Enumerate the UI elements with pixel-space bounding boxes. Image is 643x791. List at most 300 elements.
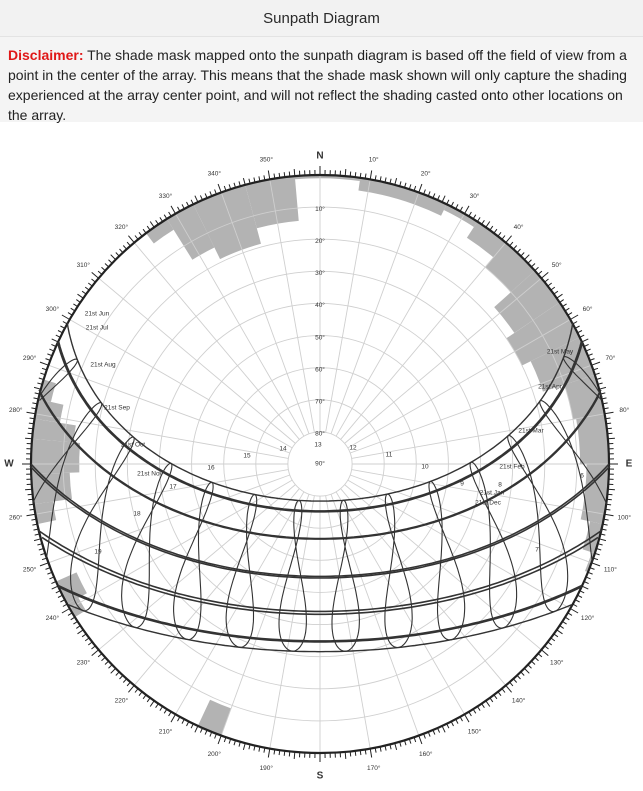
azimuth-tick	[535, 657, 539, 660]
azimuth-tick	[592, 362, 600, 365]
azimuth-spoke	[350, 475, 591, 563]
date-label: 21st Jun	[85, 311, 110, 318]
azimuth-tick	[545, 279, 549, 282]
azimuth-tick	[71, 308, 75, 311]
azimuth-tick	[88, 642, 92, 645]
azimuth-tick	[477, 217, 480, 221]
azimuth-tick	[345, 752, 346, 759]
azimuth-spoke	[70, 480, 293, 608]
azimuth-spoke	[176, 492, 304, 715]
azimuth-tick	[28, 499, 33, 500]
azimuth-tick	[419, 184, 422, 192]
azimuth-tick	[451, 722, 453, 727]
azimuth-spoke	[336, 214, 464, 437]
azimuth-spoke	[352, 470, 605, 515]
azimuth-tick	[469, 212, 472, 216]
azimuth-tick	[548, 642, 552, 645]
azimuth-tick	[105, 264, 109, 267]
azimuth-tick	[554, 291, 558, 294]
azimuth-tick	[191, 724, 193, 728]
azimuth-tick	[135, 236, 138, 240]
azimuth-tick	[28, 433, 33, 434]
azimuth-tick	[607, 499, 612, 500]
azimuth-tick	[605, 514, 614, 516]
azimuth-spoke	[341, 489, 506, 686]
azimuth-tick	[538, 271, 542, 274]
hour-label: 7	[535, 547, 539, 554]
azimuth-tick	[127, 682, 130, 686]
azimuth-label: 120°	[581, 614, 595, 622]
azimuth-label: 80°	[619, 406, 629, 414]
azimuth-tick	[60, 326, 64, 328]
azimuth-tick	[486, 701, 490, 707]
altitude-label: 80°	[315, 430, 325, 438]
azimuth-tick	[52, 586, 58, 589]
azimuth-tick	[82, 634, 86, 637]
azimuth-tick	[128, 685, 134, 692]
azimuth-tick	[486, 222, 490, 228]
azimuth-tick	[178, 207, 180, 211]
altitude-label: 90°	[315, 460, 325, 468]
shade-segment	[198, 700, 231, 736]
azimuth-tick	[524, 255, 529, 260]
azimuth-label: 100°	[618, 513, 632, 521]
altitude-label: 30°	[315, 269, 325, 277]
azimuth-tick	[442, 196, 445, 202]
azimuth-tick	[92, 646, 96, 649]
azimuth-tick	[182, 719, 184, 723]
azimuth-tick	[92, 272, 99, 278]
azimuth-label: 50°	[552, 261, 562, 269]
azimuth-tick	[139, 692, 142, 696]
azimuth-tick	[111, 668, 116, 673]
azimuth-tick	[29, 423, 34, 424]
azimuth-tick	[139, 232, 142, 236]
azimuth-tick	[169, 712, 172, 716]
azimuth-spoke	[270, 496, 315, 749]
azimuth-tick	[27, 514, 36, 516]
azimuth-tick	[355, 172, 356, 177]
hour-label: 13	[314, 442, 322, 449]
azimuth-tick	[506, 685, 512, 692]
azimuth-tick	[25, 489, 32, 490]
azimuth-tick	[78, 630, 84, 634]
azimuth-tick	[521, 672, 524, 676]
azimuth-tick	[570, 315, 578, 320]
azimuth-tick	[164, 709, 167, 713]
azimuth-tick	[510, 242, 513, 246]
azimuth-tick	[40, 362, 48, 365]
azimuth-label: 130°	[550, 658, 564, 666]
azimuth-tick	[557, 294, 563, 298]
azimuth-tick	[218, 736, 221, 744]
azimuth-tick	[608, 489, 615, 490]
date-label: 21st Sep	[104, 405, 130, 412]
azimuth-tick	[105, 661, 109, 664]
date-label: 21st Nov	[137, 471, 163, 478]
hour-label: 12	[349, 445, 357, 452]
azimuth-tick	[345, 169, 346, 176]
azimuth-tick	[599, 539, 606, 541]
azimuth-tick	[608, 438, 615, 439]
azimuth-tick	[565, 308, 569, 311]
azimuth-tick	[68, 313, 72, 316]
azimuth-label: 250°	[23, 565, 37, 573]
hour-label: 15	[243, 453, 251, 460]
azimuth-tick	[164, 215, 167, 219]
azimuth-tick	[28, 428, 33, 429]
azimuth-tick	[143, 695, 146, 699]
hour-label: 18	[133, 511, 141, 518]
azimuth-tick	[52, 339, 58, 342]
azimuth-label: 340°	[208, 169, 222, 177]
azimuth-tick	[60, 600, 64, 602]
disclaimer-label: Disclaimer:	[8, 47, 83, 63]
azimuth-tick	[607, 433, 612, 434]
azimuth-tick	[289, 172, 290, 177]
azimuth-tick	[187, 722, 189, 727]
azimuth-spoke	[70, 320, 293, 448]
west-label: W	[4, 459, 14, 470]
azimuth-tick	[456, 719, 458, 723]
azimuth-spoke	[99, 278, 296, 443]
azimuth-tick	[156, 704, 159, 708]
azimuth-tick	[473, 215, 476, 219]
azimuth-tick	[123, 679, 126, 683]
azimuth-spoke	[326, 179, 371, 432]
azimuth-tick	[294, 752, 295, 759]
azimuth-tick	[477, 706, 480, 710]
azimuth-tick	[554, 634, 558, 637]
altitude-label: 50°	[315, 333, 325, 341]
azimuth-tick	[268, 749, 270, 758]
azimuth-tick	[599, 387, 606, 389]
azimuth-tick	[473, 709, 476, 713]
shade-segment	[35, 399, 64, 423]
azimuth-tick	[513, 679, 516, 683]
azimuth-tick	[582, 339, 588, 342]
azimuth-tick	[607, 494, 612, 495]
azimuth-tick	[279, 173, 280, 178]
azimuth-tick	[502, 689, 505, 693]
azimuth-tick	[88, 283, 92, 286]
azimuth-tick	[465, 206, 470, 214]
date-label: 21st Feb	[499, 464, 525, 471]
azimuth-tick	[73, 304, 77, 307]
azimuth-tick	[34, 387, 41, 389]
azimuth-tick	[541, 650, 548, 656]
azimuth-tick	[82, 291, 86, 294]
azimuth-tick	[460, 207, 462, 211]
azimuth-tick	[370, 171, 372, 180]
azimuth-label: 150°	[468, 727, 482, 735]
azimuth-tick	[510, 682, 513, 686]
shade-segment	[358, 178, 418, 205]
hour-label: 9	[460, 481, 464, 488]
azimuth-tick	[498, 692, 501, 696]
azimuth-spoke	[134, 489, 299, 686]
azimuth-tick	[465, 714, 470, 722]
azimuth-tick	[575, 600, 579, 602]
azimuth-tick	[355, 751, 356, 756]
altitude-label: 10°	[315, 205, 325, 213]
azimuth-spoke	[348, 480, 571, 608]
azimuth-label: 300°	[46, 305, 60, 313]
azimuth-tick	[76, 626, 80, 629]
azimuth-tick	[62, 609, 70, 614]
azimuth-tick	[568, 313, 572, 316]
azimuth-tick	[419, 736, 422, 744]
azimuth-tick	[102, 657, 106, 660]
azimuth-tick	[573, 604, 577, 606]
azimuth-tick	[360, 173, 361, 178]
azimuth-tick	[395, 743, 397, 750]
azimuth-label: 110°	[604, 565, 617, 573]
azimuth-tick	[78, 294, 84, 298]
azimuth-label: 310°	[77, 261, 91, 269]
azimuth-tick	[517, 675, 520, 679]
azimuth-tick	[58, 595, 63, 597]
disclaimer-text: The shade mask mapped onto the sunpath diagram is based off the field of view from a point in the center of the array. This means that the shade mask shown will only capture the shading experienced at the array center point, and will not reflect the shading casted onto other locations on the array.	[8, 47, 627, 123]
azimuth-tick	[178, 717, 180, 721]
altitude-label: 60°	[315, 365, 325, 373]
azimuth-tick	[40, 563, 48, 566]
azimuth-tick	[494, 695, 497, 699]
azimuth-tick	[490, 226, 493, 230]
hour-label: 19	[94, 549, 102, 556]
azimuth-tick	[360, 750, 361, 755]
azimuth-tick	[350, 751, 351, 756]
azimuth-tick	[68, 613, 72, 616]
azimuth-label: 280°	[9, 406, 23, 414]
hour-label: 8	[498, 482, 502, 489]
azimuth-label: 320°	[115, 223, 129, 231]
azimuth-tick	[120, 675, 123, 679]
azimuth-tick	[191, 200, 193, 204]
azimuth-label: 140°	[512, 696, 526, 704]
azimuth-tick	[580, 591, 584, 593]
azimuth-label: 170°	[367, 764, 381, 772]
azimuth-tick	[34, 539, 41, 541]
azimuth-tick	[98, 654, 102, 657]
azimuth-tick	[524, 668, 529, 673]
azimuth-tick	[279, 750, 280, 755]
azimuth-tick	[243, 178, 245, 185]
azimuth-tick	[447, 724, 449, 728]
azimuth-tick	[120, 249, 123, 253]
azimuth-tick	[482, 704, 485, 708]
azimuth-tick	[27, 412, 36, 414]
azimuth-tick	[195, 726, 198, 732]
azimuth-tick	[451, 202, 453, 207]
azimuth-tick	[607, 428, 612, 429]
azimuth-tick	[150, 701, 154, 707]
azimuth-tick	[506, 236, 512, 243]
azimuth-tick	[560, 300, 564, 303]
hour-label: 14	[279, 446, 287, 453]
azimuth-tick	[570, 609, 578, 614]
azimuth-tick	[123, 246, 126, 250]
hour-label: 16	[207, 465, 215, 472]
azimuth-spoke	[341, 243, 506, 440]
azimuth-spoke	[134, 243, 299, 440]
azimuth-label: 330°	[159, 192, 173, 200]
azimuth-tick	[92, 279, 96, 282]
azimuth-label: 40°	[514, 223, 524, 231]
azimuth-tick	[560, 626, 564, 629]
azimuth-tick	[482, 220, 485, 224]
azimuth-spoke	[221, 192, 309, 433]
azimuth-tick	[25, 438, 32, 439]
azimuth-tick	[135, 689, 138, 693]
azimuth-tick	[56, 335, 60, 337]
azimuth-label: 20°	[421, 169, 431, 177]
azimuth-tick	[268, 171, 270, 180]
azimuth-label: 220°	[115, 696, 129, 704]
azimuth-label: 200°	[208, 750, 222, 758]
azimuth-tick	[551, 287, 555, 290]
azimuth-tick	[109, 665, 113, 668]
azimuth-spoke	[350, 365, 591, 453]
azimuth-spoke	[48, 365, 289, 453]
hour-label: 11	[386, 452, 393, 459]
hour-label: 17	[169, 484, 177, 491]
azimuth-tick	[557, 630, 563, 634]
azimuth-tick	[592, 563, 600, 566]
sunpath-diagram	[0, 122, 643, 786]
azimuth-tick	[575, 326, 579, 328]
azimuth-tick	[517, 249, 520, 253]
azimuth-tick	[73, 621, 77, 624]
azimuth-tick	[502, 236, 505, 240]
azimuth-spoke	[345, 278, 542, 443]
azimuth-tick	[92, 650, 99, 656]
disclaimer-panel	[0, 37, 643, 122]
date-label: 21st Jul	[86, 325, 109, 332]
azimuth-label: 10°	[369, 155, 379, 163]
azimuth-tick	[538, 654, 542, 657]
east-label: E	[626, 459, 633, 470]
azimuth-tick	[578, 331, 583, 333]
azimuth-label: 240°	[46, 614, 60, 622]
azimuth-tick	[606, 423, 611, 424]
azimuth-label: 230°	[77, 658, 91, 666]
azimuth-tick	[218, 184, 221, 192]
azimuth-tick	[513, 246, 516, 250]
azimuth-tick	[442, 726, 445, 732]
page-title: Sunpath Diagram	[0, 0, 643, 37]
azimuth-tick	[127, 242, 130, 246]
azimuth-label: 290°	[23, 354, 37, 362]
azimuth-label: 210°	[159, 727, 173, 735]
south-label: S	[317, 771, 324, 782]
azimuth-label: 60°	[583, 305, 593, 313]
azimuth-label: 160°	[419, 750, 433, 758]
azimuth-tick	[128, 236, 134, 243]
azimuth-tick	[460, 717, 462, 721]
altitude-label: 70°	[315, 398, 325, 406]
azimuth-tick	[85, 287, 89, 290]
azimuth-tick	[116, 672, 119, 676]
date-label: 21st Oct	[121, 442, 145, 449]
azimuth-tick	[28, 494, 33, 495]
azimuth-tick	[521, 253, 524, 257]
azimuth-tick	[171, 714, 176, 722]
azimuth-tick	[63, 604, 67, 606]
azimuth-tick	[195, 196, 198, 202]
hour-label: 6	[580, 473, 584, 480]
azimuth-tick	[116, 253, 119, 257]
azimuth-tick	[109, 260, 113, 263]
azimuth-label: 260°	[9, 513, 23, 521]
azimuth-tick	[548, 283, 552, 286]
azimuth-tick	[605, 412, 614, 414]
altitude-label: 20°	[315, 237, 325, 245]
azimuth-tick	[490, 698, 493, 702]
azimuth-tick	[71, 617, 75, 620]
azimuth-tick	[498, 232, 501, 236]
azimuth-tick	[76, 300, 80, 303]
azimuth-label: 190°	[260, 764, 274, 772]
azimuth-tick	[147, 698, 150, 702]
azimuth-tick	[395, 178, 397, 185]
azimuth-tick	[85, 638, 89, 641]
azimuth-tick	[370, 749, 372, 758]
azimuth-tick	[289, 751, 290, 756]
azimuth-tick	[565, 617, 569, 620]
azimuth-tick	[456, 204, 458, 208]
azimuth-tick	[469, 712, 472, 716]
azimuth-tick	[535, 267, 539, 270]
azimuth-tick	[29, 504, 34, 505]
azimuth-tick	[562, 621, 566, 624]
azimuth-tick	[494, 229, 497, 233]
azimuth-label: 30°	[470, 192, 480, 200]
date-label: 21st Aug	[90, 362, 116, 369]
azimuth-tick	[350, 172, 351, 177]
azimuth-tick	[551, 638, 555, 641]
azimuth-tick	[531, 661, 535, 664]
azimuth-spoke	[331, 192, 419, 433]
azimuth-tick	[160, 217, 163, 221]
altitude-label: 40°	[315, 301, 325, 309]
azimuth-tick	[150, 222, 154, 228]
azimuth-label: 350°	[260, 155, 274, 163]
azimuth-tick	[58, 331, 63, 333]
azimuth-tick	[284, 172, 285, 177]
azimuth-tick	[578, 595, 583, 597]
azimuth-tick	[294, 169, 295, 176]
shade-segment	[444, 204, 478, 227]
date-label: 21st May	[547, 349, 574, 356]
azimuth-tick	[568, 613, 572, 616]
azimuth-tick	[545, 646, 549, 649]
hour-label: 10	[421, 464, 429, 471]
north-label: N	[316, 151, 323, 162]
azimuth-tick	[160, 706, 163, 710]
azimuth-tick	[143, 229, 146, 233]
azimuth-tick	[147, 226, 150, 230]
azimuth-tick	[243, 743, 245, 750]
azimuth-spoke	[336, 492, 464, 715]
azimuth-tick	[528, 665, 532, 668]
date-label: 21st Jan	[480, 490, 505, 497]
azimuth-tick	[156, 220, 159, 224]
azimuth-label: 70°	[605, 354, 615, 362]
azimuth-tick	[580, 335, 584, 337]
sunpath-svg	[0, 122, 643, 786]
azimuth-tick	[187, 202, 189, 207]
